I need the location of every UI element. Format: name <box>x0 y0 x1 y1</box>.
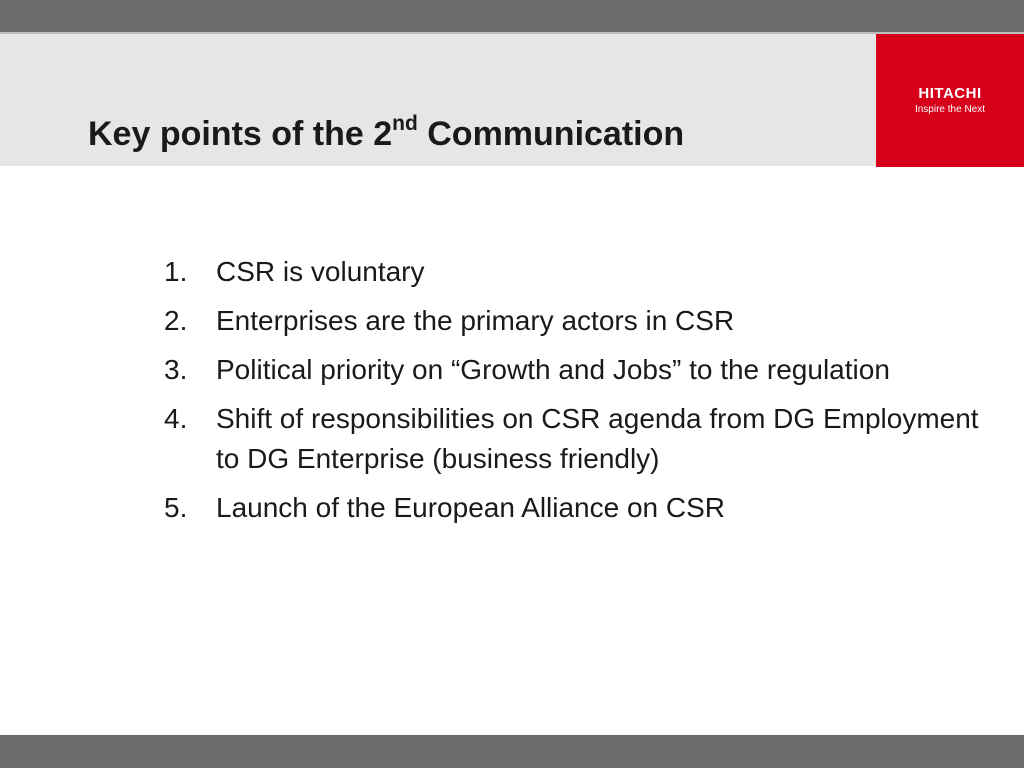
logo-tagline: Inspire the Next <box>914 104 986 115</box>
slide-title <box>88 112 684 156</box>
list-item-number: 2. <box>164 305 188 336</box>
title-superscript: nd <box>392 111 418 135</box>
hitachi-logo <box>876 34 1024 167</box>
title-suffix: Communication <box>417 115 685 153</box>
key-points-list <box>164 252 984 537</box>
list-item-text: Shift of responsibilities on CSR agenda from DG Employment to DG Enterprise (business friendly) <box>216 403 979 474</box>
list-item-text: Launch of the European Alliance on CSR <box>216 492 726 523</box>
list-item <box>164 252 984 292</box>
list-item-number: 4. <box>164 403 188 434</box>
list-item-number: 3. <box>164 354 188 385</box>
list-item-text: CSR is voluntary <box>216 256 425 287</box>
list-item <box>164 301 984 341</box>
list-item-text: Political priority on “Growth and Jobs” to the regulation <box>216 354 890 385</box>
list-item <box>164 350 984 390</box>
logo-name: HITACHI <box>918 85 982 102</box>
top-bar <box>0 0 1024 32</box>
list-item-text: Enterprises are the primary actors in CSR <box>216 305 735 336</box>
list-item <box>164 488 984 528</box>
title-prefix: Key points of the 2 <box>88 115 393 153</box>
bottom-bar <box>0 735 1024 768</box>
list-item-number: 5. <box>164 492 188 523</box>
list-item <box>164 399 984 479</box>
list-item-number: 1. <box>164 256 188 287</box>
